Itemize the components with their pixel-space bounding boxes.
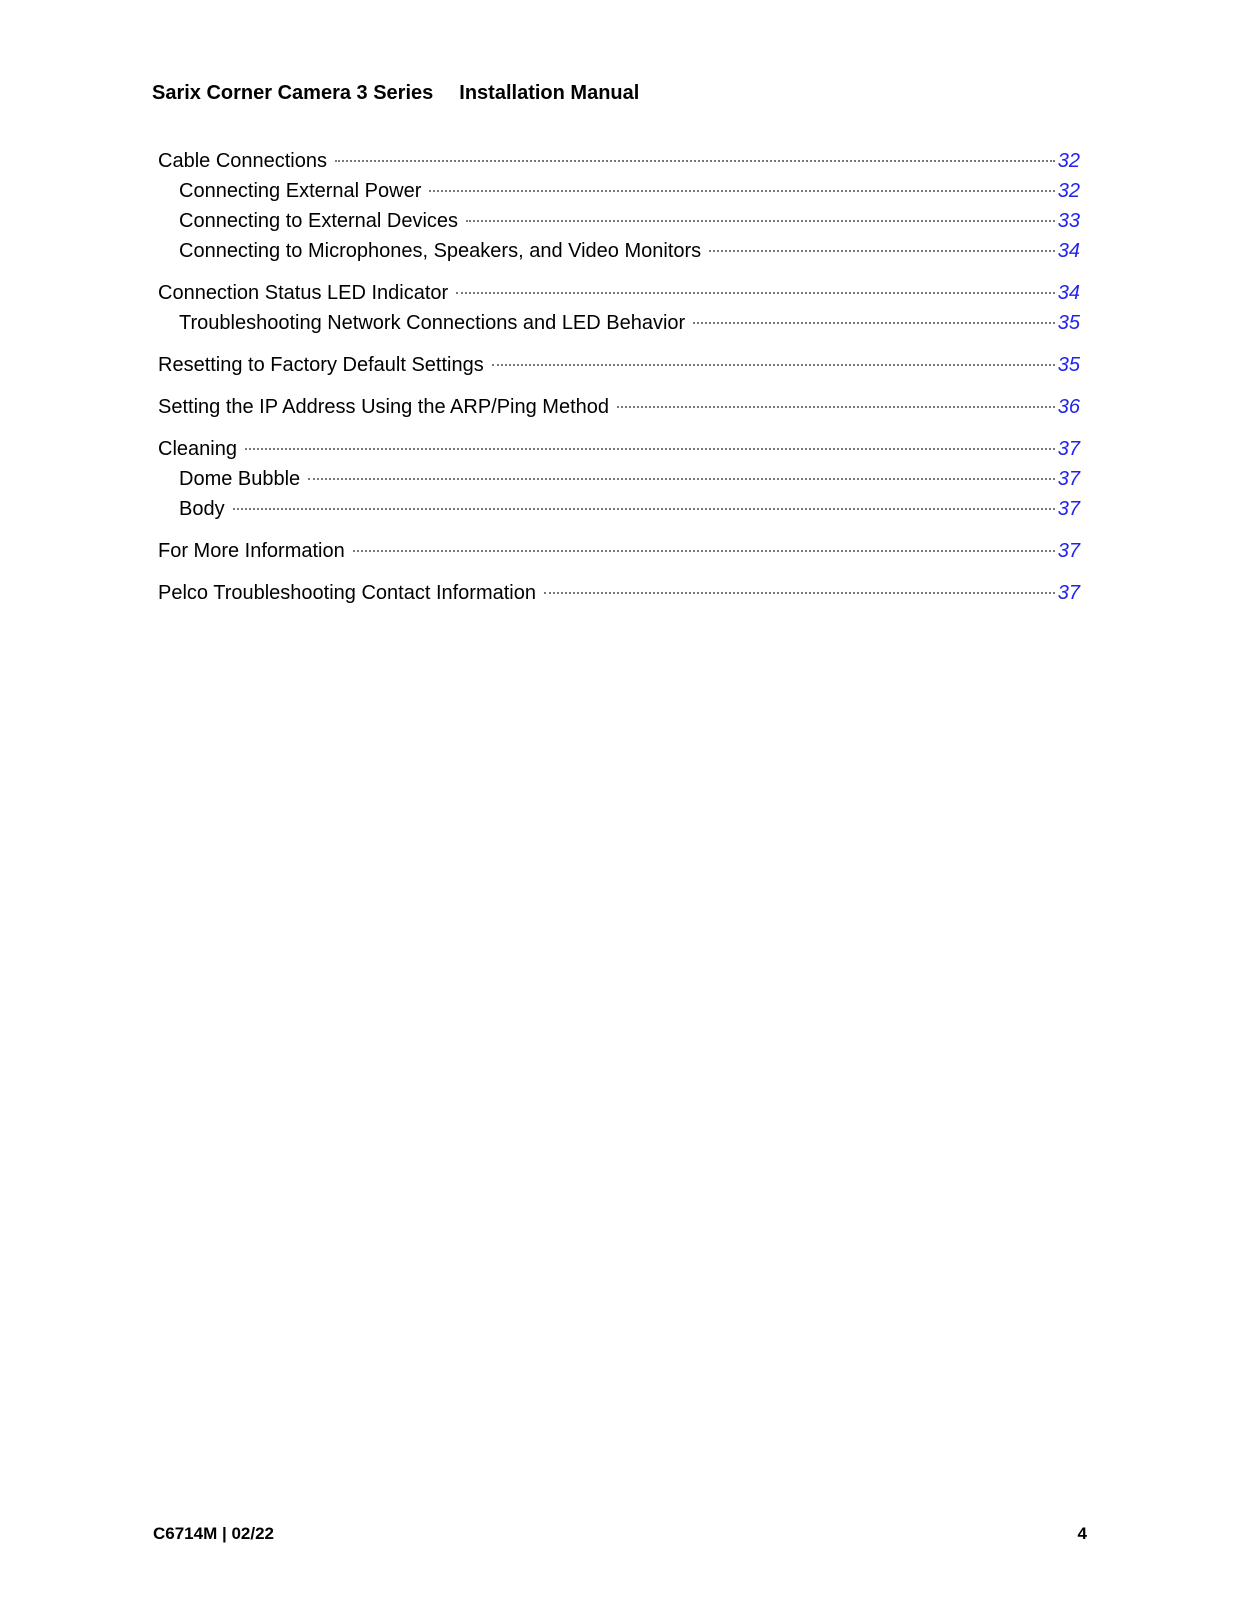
toc-dot-leader bbox=[353, 550, 1055, 552]
toc-entry[interactable] bbox=[158, 236, 1080, 266]
toc-page-link[interactable]: 37 bbox=[1057, 498, 1080, 520]
toc-entry-title[interactable]: Cleaning bbox=[158, 438, 237, 460]
table-of-contents bbox=[158, 146, 1080, 608]
toc-entry[interactable] bbox=[158, 206, 1080, 236]
page-header bbox=[152, 82, 639, 105]
toc-page-link[interactable]: 37 bbox=[1057, 438, 1080, 460]
toc-page-link[interactable]: 34 bbox=[1057, 282, 1080, 304]
toc-entry-title[interactable]: Troubleshooting Network Connections and LED Behavior bbox=[179, 312, 686, 334]
toc-entry[interactable] bbox=[158, 146, 1080, 176]
toc-page-link[interactable]: 32 bbox=[1057, 150, 1080, 172]
toc-entry-title[interactable]: Setting the IP Address Using the ARP/Ping Method bbox=[158, 396, 610, 418]
toc-entry[interactable] bbox=[158, 434, 1080, 464]
toc-dot-leader bbox=[245, 448, 1055, 450]
toc-dot-leader bbox=[466, 220, 1055, 222]
toc-dot-leader bbox=[492, 364, 1055, 366]
toc-entry-title[interactable]: Connecting External Power bbox=[179, 180, 422, 202]
toc-page-link[interactable]: 36 bbox=[1057, 396, 1080, 418]
header-product-title: Sarix Corner Camera 3 Series bbox=[152, 82, 434, 104]
toc-entry[interactable] bbox=[158, 536, 1080, 566]
toc-entry-title[interactable]: Cable Connections bbox=[158, 150, 327, 172]
toc-entry[interactable] bbox=[158, 464, 1080, 494]
toc-entry-title[interactable]: Connection Status LED Indicator bbox=[158, 282, 449, 304]
toc-page-link[interactable]: 37 bbox=[1057, 540, 1080, 562]
toc-dot-leader bbox=[709, 250, 1055, 252]
toc-dot-leader bbox=[308, 478, 1055, 480]
toc-dot-leader bbox=[693, 322, 1055, 324]
toc-entry[interactable] bbox=[158, 278, 1080, 308]
toc-entry[interactable] bbox=[158, 392, 1080, 422]
toc-page-link[interactable]: 35 bbox=[1057, 354, 1080, 376]
toc-entry-title[interactable]: Pelco Troubleshooting Contact Information bbox=[158, 582, 536, 604]
toc-entry-title[interactable]: Connecting to Microphones, Speakers, and Video Monitors bbox=[179, 240, 702, 262]
header-doc-type: Installation Manual bbox=[459, 82, 640, 104]
footer-page-number: 4 bbox=[1077, 1524, 1087, 1543]
toc-dot-leader bbox=[544, 592, 1055, 594]
toc-entry[interactable] bbox=[158, 350, 1080, 380]
toc-page-link[interactable]: 34 bbox=[1057, 240, 1080, 262]
toc-dot-leader bbox=[456, 292, 1055, 294]
toc-dot-leader bbox=[429, 190, 1054, 192]
toc-page-link[interactable]: 32 bbox=[1057, 180, 1080, 202]
toc-dot-leader bbox=[617, 406, 1055, 408]
toc-page-link[interactable]: 35 bbox=[1057, 312, 1080, 334]
toc-page-link[interactable]: 37 bbox=[1057, 582, 1080, 604]
toc-entry[interactable] bbox=[158, 176, 1080, 206]
toc-entry-title[interactable]: Connecting to External Devices bbox=[179, 210, 459, 232]
toc-dot-leader bbox=[335, 160, 1055, 162]
footer-doc-code: C6714M | 02/22 bbox=[153, 1524, 275, 1543]
toc-entry-title[interactable]: Dome Bubble bbox=[179, 468, 301, 490]
toc-entry-title[interactable]: Body bbox=[179, 498, 225, 520]
toc-page-link[interactable]: 33 bbox=[1057, 210, 1080, 232]
toc-dot-leader bbox=[233, 508, 1055, 510]
toc-entry[interactable] bbox=[158, 308, 1080, 338]
toc-page-link[interactable]: 37 bbox=[1057, 468, 1080, 490]
toc-entry-title[interactable]: For More Information bbox=[158, 540, 345, 562]
toc-entry-title[interactable]: Resetting to Factory Default Settings bbox=[158, 354, 484, 376]
toc-entry[interactable] bbox=[158, 578, 1080, 608]
toc-entry[interactable] bbox=[158, 494, 1080, 524]
